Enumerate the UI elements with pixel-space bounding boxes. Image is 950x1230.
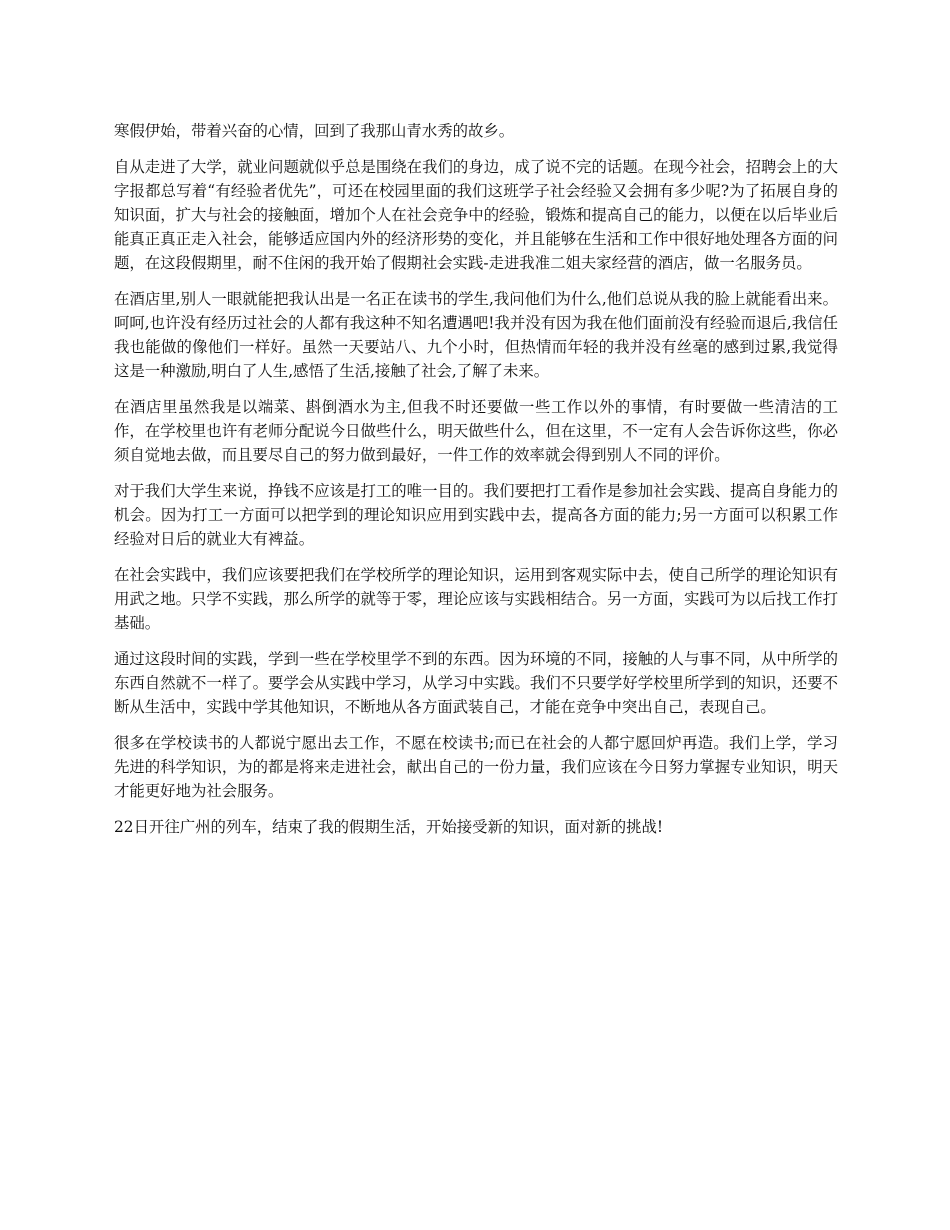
paragraph-8: 很多在学校读书的人都说宁愿出去工作，不愿在校读书;而已在社会的人都宁愿回炉再造。我们上学，学习先进的科学知识，为的都是将来走进社会，献出自己的一份力量，我们应该在今日努力掌握专业知识，明天才能更好地为社会服务。: [114, 734, 838, 800]
paragraph-1: 寒假伊始，带着兴奋的心情，回到了我那山青水秀的故乡。: [114, 122, 515, 140]
paragraph-9: 22日开往广州的列车，结束了我的假期生活，开始接受新的知识，面对新的挑战!: [114, 818, 664, 836]
paragraph-2: 自从走进了大学，就业问题就似乎总是围绕在我们的身边，成了说不完的话题。在现今社会，招聘会上的大字报都总写着“有经验者优先”，可还在校园里面的我们这班学子社会经验又会拥有多少呢?为了拓展自身的知识面，扩大与社会的接触面，增加个人在社会竞争中的经验，锻炼和提高自己的能力，以便在以后毕业后能真正真正走入社会，能够适应国内外的经济形势的变化，并且能够在生活和工作中很好地处理各方面的问题，在这段假期里，耐不住闲的我开始了假期社会实践-走进我准二姐夫家经营的酒店，做一名服务员。: [114, 158, 838, 272]
paragraph-7: 通过这段时间的实践，学到一些在学校里学不到的东西。因为环境的不同，接触的人与事不同，从中所学的东西自然就不一样了。要学会从实践中学习，从学习中实践。我们不只要学好学校里所学到的知识，还要不断从生活中，实践中学其他知识，不断地从各方面武装自己，才能在竞争中突出自己，表现自己。: [114, 650, 838, 716]
document-body: [114, 119, 838, 851]
paragraph-5: 对于我们大学生来说，挣钱不应该是打工的唯一目的。我们要把打工看作是参加社会实践、提高自身能力的机会。因为打工一方面可以把学到的理论知识应用到实践中去，提高各方面的能力;另一方面可以积累工作经验对日后的就业大有裨益。: [114, 482, 838, 548]
paragraph-4: 在酒店里虽然我是以端菜、斟倒酒水为主,但我不时还要做一些工作以外的事情，有时要做一些清洁的工作，在学校里也许有老师分配说今日做些什么，明天做些什么，但在这里，不一定有人会告诉你这些，你必须自觉地去做，而且要尽自己的努力做到最好，一件工作的效率就会得到别人不同的评价。: [114, 398, 838, 464]
paragraph-3: 在酒店里,别人一眼就能把我认出是一名正在读书的学生,我问他们为什么,他们总说从我的脸上就能看出来。呵呵,也许没有经历过社会的人都有我这种不知名遭遇吧!我并没有因为我在他们面前没有经验而退后,我信任我也能做的像他们一样好。虽然一天要站八、九个小时，但热情而年轻的我并没有丝毫的感到过累,我觉得这是一种激励,明白了人生,感悟了生活,接触了社会,了解了未来。: [114, 290, 838, 380]
paragraph-6: 在社会实践中，我们应该要把我们在学校所学的理论知识，运用到客观实际中去，使自己所学的理论知识有用武之地。只学不实践，那么所学的就等于零，理论应该与实践相结合。另一方面，实践可为以后找工作打基础。: [114, 566, 838, 632]
